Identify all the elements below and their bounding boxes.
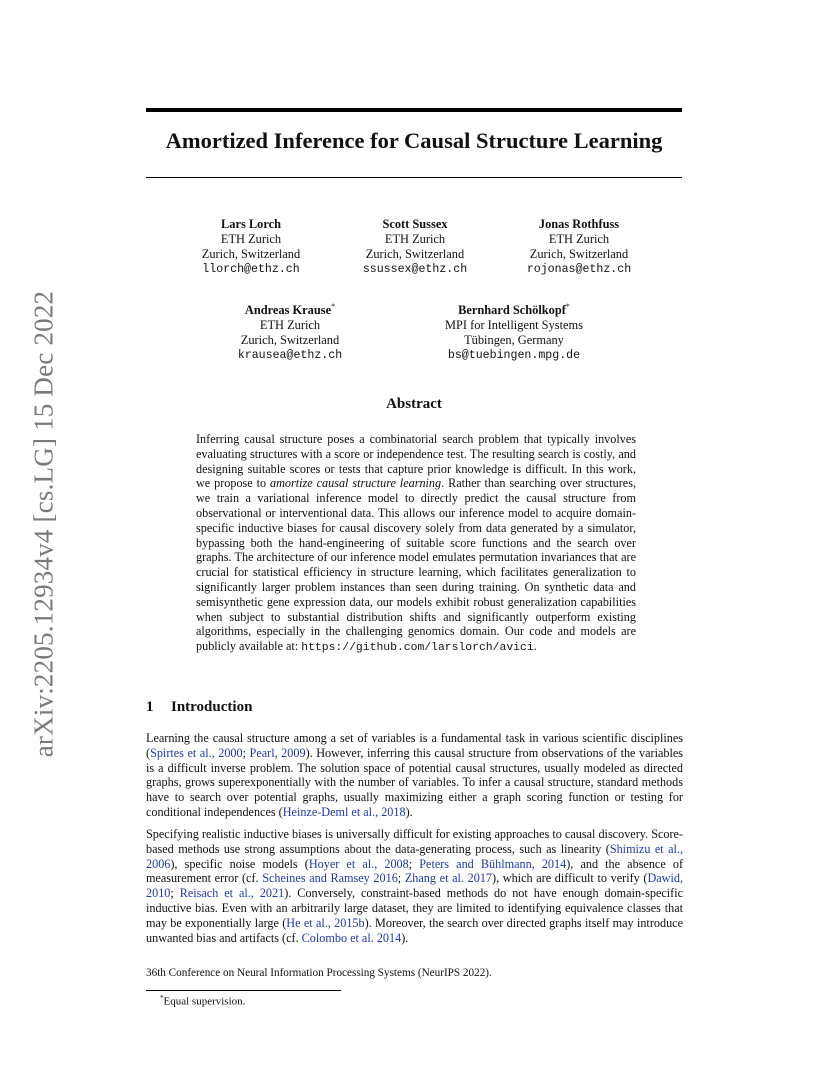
author-affiliation: ETH Zurich	[220, 232, 282, 246]
intro-paragraph-2	[146, 827, 683, 945]
author-email[interactable]: llorch@ethz.ch	[202, 263, 300, 276]
body-text: Learning the causal structure among a set of variables is a fundamental task in various scientific disciplines (	[146, 731, 683, 760]
code-url-link[interactable]: https://github.com/larslorch/avici	[301, 642, 534, 655]
citation-link[interactable]: Peters and Bühlmann, 2014	[419, 856, 567, 871]
author-name: Andreas Krause	[244, 303, 332, 318]
author-email[interactable]: bs@tuebingen.mpg.de	[447, 349, 581, 363]
body-text: ), which are difficult to verify (	[492, 871, 648, 886]
body-text: ), specific noise models (	[170, 856, 309, 871]
citation-link[interactable]: Dawid, 2010	[146, 871, 684, 901]
author-name: Jonas Rothfuss	[538, 217, 620, 231]
footnote	[160, 994, 245, 1008]
title-rule-top	[146, 108, 682, 112]
citation-link[interactable]: He et al., 2015b	[286, 915, 365, 930]
author-name: Bernhard Schölkopf	[458, 303, 566, 318]
body-text: ). Conversely, constraint-based methods do not have enough domain-specific inductive bias. Even with an arbitrarily large dataset, they are limited to identifying equivalence classes that may be exponentially large (	[146, 886, 684, 930]
body-text: ).	[405, 804, 413, 819]
section-title: Introduction	[171, 699, 253, 715]
footnote-text: Equal supervision.	[163, 995, 246, 1008]
author-location: Tübingen, Germany	[464, 333, 564, 348]
author-affiliation: ETH Zurich	[384, 232, 446, 246]
intro-paragraph-1	[146, 731, 683, 820]
author-affiliation: ETH Zurich	[259, 318, 321, 333]
footnote-mark: *	[160, 994, 164, 1002]
author-email[interactable]: rojonas@ethz.ch	[526, 263, 632, 276]
body-text: ), and the absence of measurement error (cf.	[146, 856, 684, 886]
citation-link[interactable]: Reisach et al., 2021	[179, 886, 285, 901]
citation-link[interactable]: Shimizu et al., 2006	[146, 841, 684, 871]
body-text: ). However, inferring this causal structure from observations of the variables is a difficult inverse problem. The solution space of potential causal structures, usually modeled as directed graphs, grows superexponentially with the number of variables. To infer a causal structure, standard methods have to search over potential graphs, usually maximizing either a graph scoring function or testing for conditional independences (	[146, 745, 683, 819]
equal-supervision-mark: *	[565, 302, 570, 311]
body-text: Specifying realistic inductive biases is universally difficult for existing approaches to causal discovery. Score-based methods use strong assumptions about the data-generating process, such as linearity (	[146, 827, 683, 856]
author-block	[205, 299, 375, 363]
author-name: Lars Lorch	[220, 217, 281, 231]
citation-link[interactable]: Scheines and Ramsey 2016	[262, 871, 398, 886]
conference-note: 36th Conference on Neural Information Processing Systems (NeurIPS 2022).	[146, 967, 492, 979]
author-location: Zurich, Switzerland	[201, 247, 301, 261]
abstract-heading: Abstract	[386, 396, 442, 412]
body-text: ). Moreover, the search over directed graphs itself may introduce unwanted bias and artifacts (cf.	[146, 915, 683, 945]
abstract-body	[196, 432, 636, 656]
citation-link[interactable]: Zhang et al. 2017	[404, 871, 493, 886]
author-name: Scott Sussex	[382, 217, 448, 231]
author-block	[166, 217, 336, 277]
author-block	[416, 299, 612, 363]
citation-link[interactable]: Colombo et al. 2014	[301, 930, 402, 945]
author-location: Zurich, Switzerland	[240, 333, 340, 348]
abstract-text: .	[533, 639, 537, 654]
abstract-text: . Rather than searching over structures, we train a variational inference model to directly predict the causal structure from observational or interventional data. This allows our inference model to acquire domain-specific inductive biases for causal discovery solely from data generated by a simulator, bypassing both the hand-engineering of suitable score functions and the search over graphs. The architecture of our inference model emulates permutation invariances that are crucial for statistical efficiency in structure learning, which facilitates generalization to significantly larger problem instances than seen during training. On synthetic data and semisynthetic gene expression data, our models exhibit robust generalization capabilities when subject to substantial distribution shifts and significantly outperform existing algorithms, especially in the challenging genomics domain. Our code and models are publicly available at:	[196, 476, 637, 654]
equal-supervision-mark: *	[331, 302, 336, 311]
body-text: ;	[170, 886, 180, 901]
author-location: Zurich, Switzerland	[365, 247, 465, 261]
abstract-text: Inferring causal structure poses a combinatorial search problem that typically involves evaluating structures with a score or independence test. The resulting search is costly, and designing suitable scores or tests that capture prior knowledge is difficult. In this work, we propose to	[196, 432, 636, 491]
author-affiliation: ETH Zurich	[548, 232, 610, 246]
citation-link[interactable]: Pearl, 2009	[249, 745, 306, 760]
citation-link[interactable]: Hoyer et al., 2008	[308, 856, 409, 871]
footnote-rule	[146, 990, 341, 991]
section-number: 1	[146, 699, 154, 715]
author-block	[330, 217, 500, 277]
body-text: ;	[397, 871, 405, 886]
paper-title: Amortized Inference for Causal Structure Learning	[165, 128, 663, 153]
author-email[interactable]: ssussex@ethz.ch	[362, 263, 468, 276]
body-text: ;	[408, 856, 420, 871]
abstract-emphasis: amortize causal structure learning	[270, 476, 442, 491]
title-rule-bottom	[146, 177, 682, 178]
citation-link[interactable]: Heinze-Deml et al., 2018	[282, 804, 406, 819]
author-email[interactable]: krausea@ethz.ch	[237, 349, 343, 363]
author-block	[494, 217, 664, 277]
arxiv-stamp: arXiv:2205.12934v4 [cs.LG] 15 Dec 2022	[28, 290, 59, 758]
author-location: Zurich, Switzerland	[529, 247, 629, 261]
section-heading	[146, 699, 252, 716]
author-affiliation: MPI for Intelligent Systems	[444, 318, 583, 333]
citation-link[interactable]: Spirtes et al., 2000	[150, 745, 243, 760]
body-text: ).	[401, 930, 409, 945]
body-text: ;	[242, 745, 250, 760]
